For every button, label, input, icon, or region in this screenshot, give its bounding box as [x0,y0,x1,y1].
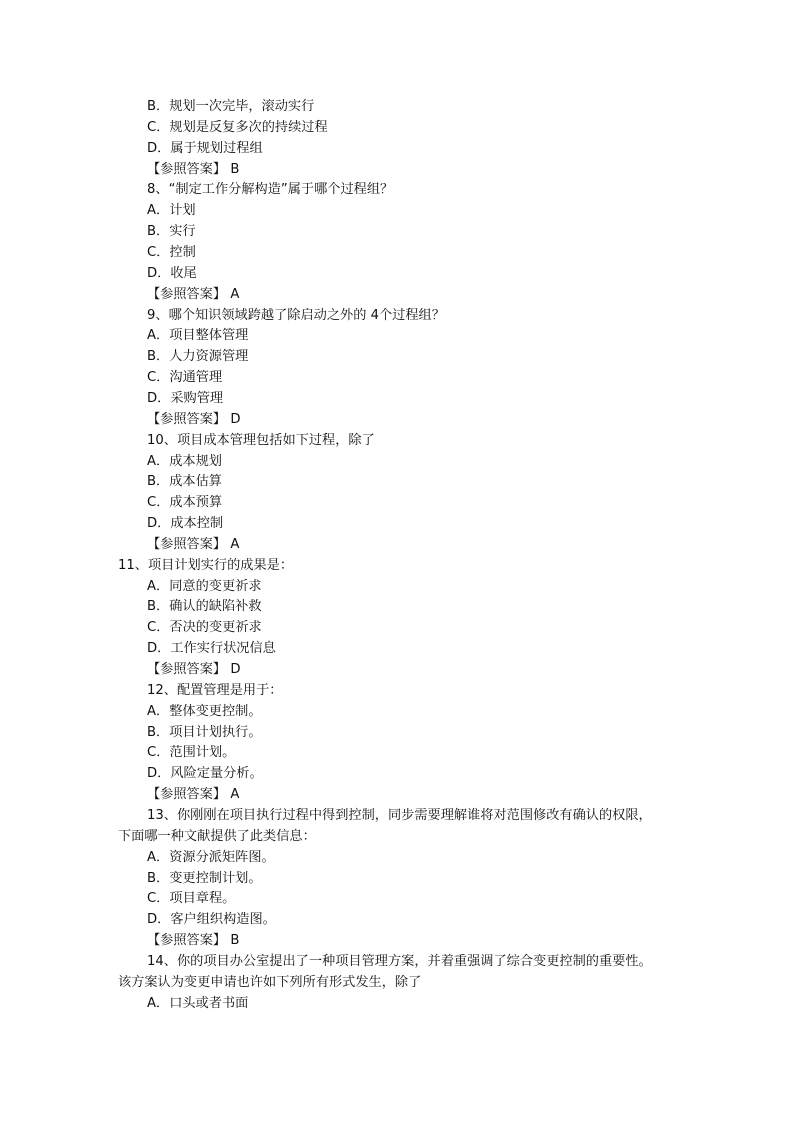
option-text: B．规划一次完毕，滚动实行 [147,99,315,114]
answer-key: 【参照答案】 D [147,411,241,427]
question-text: 12、配置管理是用于： [147,682,283,698]
question-text: 14、你的项目办公室提出了一种项目管理方案，并着重强调了综合变更控制的重要性。 [147,953,652,969]
option-text: A．计划 [147,203,196,219]
option-text: D．收尾 [147,265,197,281]
answer-key: 【参照答案】 B [147,933,240,948]
option-text: B．变更控制计划。 [147,870,262,886]
question-text: 9、哪个知识领域跨越了除启动之外的 4个过程组？ [147,307,445,323]
answer-key: 【参照答案】 A [147,536,240,552]
option-text: A．同意的变更祈求 [147,578,262,594]
option-text: A．成本规划 [147,453,222,469]
question-text: 13、你刚刚在项目执行过程中得到控制，同步需要理解谁将对范围修改有确认的权限， [147,807,652,823]
option-text: C．沟通管理 [147,370,223,386]
option-text: B．项目计划执行。 [147,724,262,740]
option-text: C．控制 [147,245,196,260]
question-text: 该方案认为变更申请也许如下列所有形式发生，除了 [118,974,422,990]
answer-key: 【参照答案】 D [147,662,241,677]
option-text: D．客户组织构造图。 [147,912,276,928]
option-text: C．项目章程。 [147,891,236,907]
option-text: D．属于规划过程组 [147,140,263,156]
option-text: D．风险定量分析。 [147,766,263,782]
option-text: D．采购管理 [147,390,224,406]
option-text: B．人力资源管理 [147,349,249,365]
option-text: A．项目整体管理 [147,328,249,344]
option-text: A．整体变更控制。 [147,703,262,719]
question-text: 下面哪一种文献提供了此类信息： [118,828,316,844]
option-text: B．实行 [147,224,196,240]
option-text: C．成本预算 [147,495,223,511]
answer-key: 【参照答案】 B [147,161,240,177]
answer-key: 【参照答案】 A [147,787,240,803]
option-text: B．成本估算 [147,474,222,490]
option-text: C．规划是反复多次的持续过程 [147,119,328,135]
option-text: A．资源分派矩阵图。 [147,849,275,865]
option-text: D．成本控制 [147,516,224,531]
option-text: C．范围计划。 [147,745,236,761]
option-text: B．确认的缺陷补救 [147,599,262,615]
answer-key: 【参照答案】 A [147,286,240,302]
question-text: 11、项目计划实行的成果是： [118,557,294,573]
option-text: D．工作实行状况信息 [147,641,276,657]
option-text: C．否决的变更祈求 [147,620,262,636]
question-text: 10、项目成本管理包括如下过程，除了 [147,432,375,448]
option-text: A．口头或者书面 [147,995,249,1011]
question-text: 8、“制定工作分解构造”属于哪个过程组？ [147,182,394,198]
